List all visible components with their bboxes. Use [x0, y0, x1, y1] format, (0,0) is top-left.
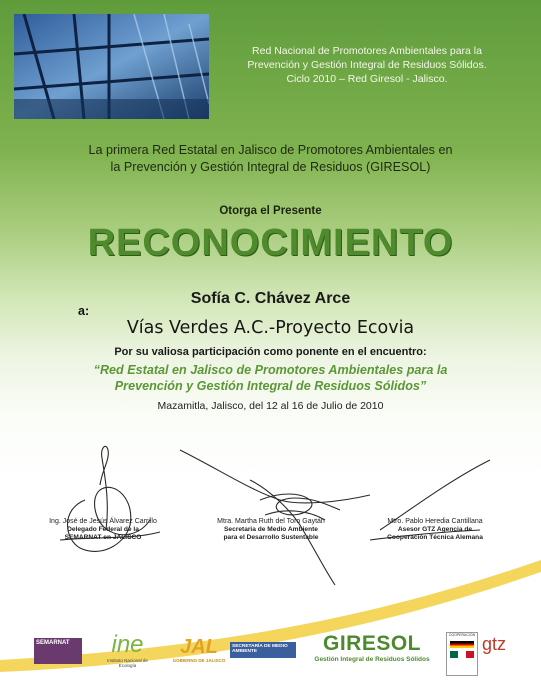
handwritten-signatures	[40, 440, 520, 590]
gtz-logo: gtz	[482, 634, 507, 654]
recipient-prefix: a:	[78, 304, 90, 318]
signer-role: Delegado Federal de la	[67, 526, 139, 533]
network-title-line: Red Nacional de Promotores Ambientales para la	[252, 45, 482, 57]
ine-logo	[100, 632, 155, 668]
subtitle	[20, 142, 521, 176]
network-title-line: Prevención y Gestión Integral de Residuos Sólidos.	[247, 59, 487, 71]
signer-role: SEMARNAT en JALISCO	[64, 534, 142, 541]
event-line: “Red Estatal en Jalisco de Promotores Ambientales para la	[93, 363, 448, 377]
recipient-name: Sofía C. Chávez Arce	[190, 290, 351, 307]
semades-logo	[230, 642, 296, 658]
giresol-logo-text: GIRESOL	[322, 632, 421, 655]
signer-role: Asesor GTZ Agencia de	[397, 526, 473, 533]
otorga-text: Otorga el Presente	[219, 205, 322, 217]
jal-logo-text: JAL	[180, 636, 218, 658]
event-line: Prevención y Gestión Integral de Residuos Sólidos”	[114, 379, 427, 393]
signer-role: Secretaria de Medio Ambiente	[224, 526, 318, 533]
event-name	[40, 362, 501, 394]
mexico-flag-icon	[450, 651, 474, 658]
subtitle-line: la Prevención y Gestión Integral de Residuos (GIRESOL)	[110, 160, 431, 174]
signer-name: Ing. José de Jesús Álvarez Carrillo	[49, 518, 157, 525]
semades-logo-text: SECRETARÍA DE MEDIO AMBIENTE	[232, 644, 288, 654]
cooperacion-logo-text: COOPERACIÓN	[448, 633, 476, 637]
semarnat-logo-text: SEMARNAT	[36, 640, 70, 646]
signer-role: Cooperación Técnica Alemana	[387, 534, 483, 541]
cooperacion-logo	[446, 632, 478, 676]
ine-caption: Instituto Nacional de Ecología	[107, 658, 148, 668]
signer-name: Mtra. Martha Ruth del Toro Gaytán	[217, 518, 325, 525]
signer-role: para el Desarrollo Sustentable	[223, 534, 319, 541]
signature-block	[360, 518, 510, 542]
network-title-line: Ciclo 2010 – Red Giresol - Jalisco.	[286, 73, 448, 85]
signer-name: Mtro. Pablo Heredia Cantillana	[387, 518, 483, 525]
jal-caption: GOBIERNO DE JALISCO	[172, 658, 226, 663]
ine-logo-text: ine	[111, 631, 144, 658]
jalisco-logo	[168, 636, 230, 663]
sponsor-logos	[0, 628, 541, 680]
semarnat-logo	[34, 638, 82, 664]
signature-block	[28, 518, 178, 542]
place-date: Mazamitla, Jalisco, del 12 al 16 de Julio de 2010	[157, 400, 384, 412]
giresol-caption: Gestión Integral de Residuos Sólidos	[314, 656, 430, 663]
certificate-title: RECONOCIMIENTO	[87, 222, 454, 264]
giresol-logo	[312, 632, 432, 663]
germany-flag-icon	[450, 641, 474, 648]
network-title	[222, 44, 512, 86]
header-photo	[14, 14, 209, 119]
recipient-organization: Vías Verdes A.C.-Proyecto Ecovia	[126, 318, 415, 338]
signature-block	[196, 518, 346, 542]
participation-text: Por su valiosa participación como ponente en el encuentro:	[114, 346, 427, 358]
subtitle-line: La primera Red Estatal en Jalisco de Promotores Ambientales en	[88, 143, 453, 157]
